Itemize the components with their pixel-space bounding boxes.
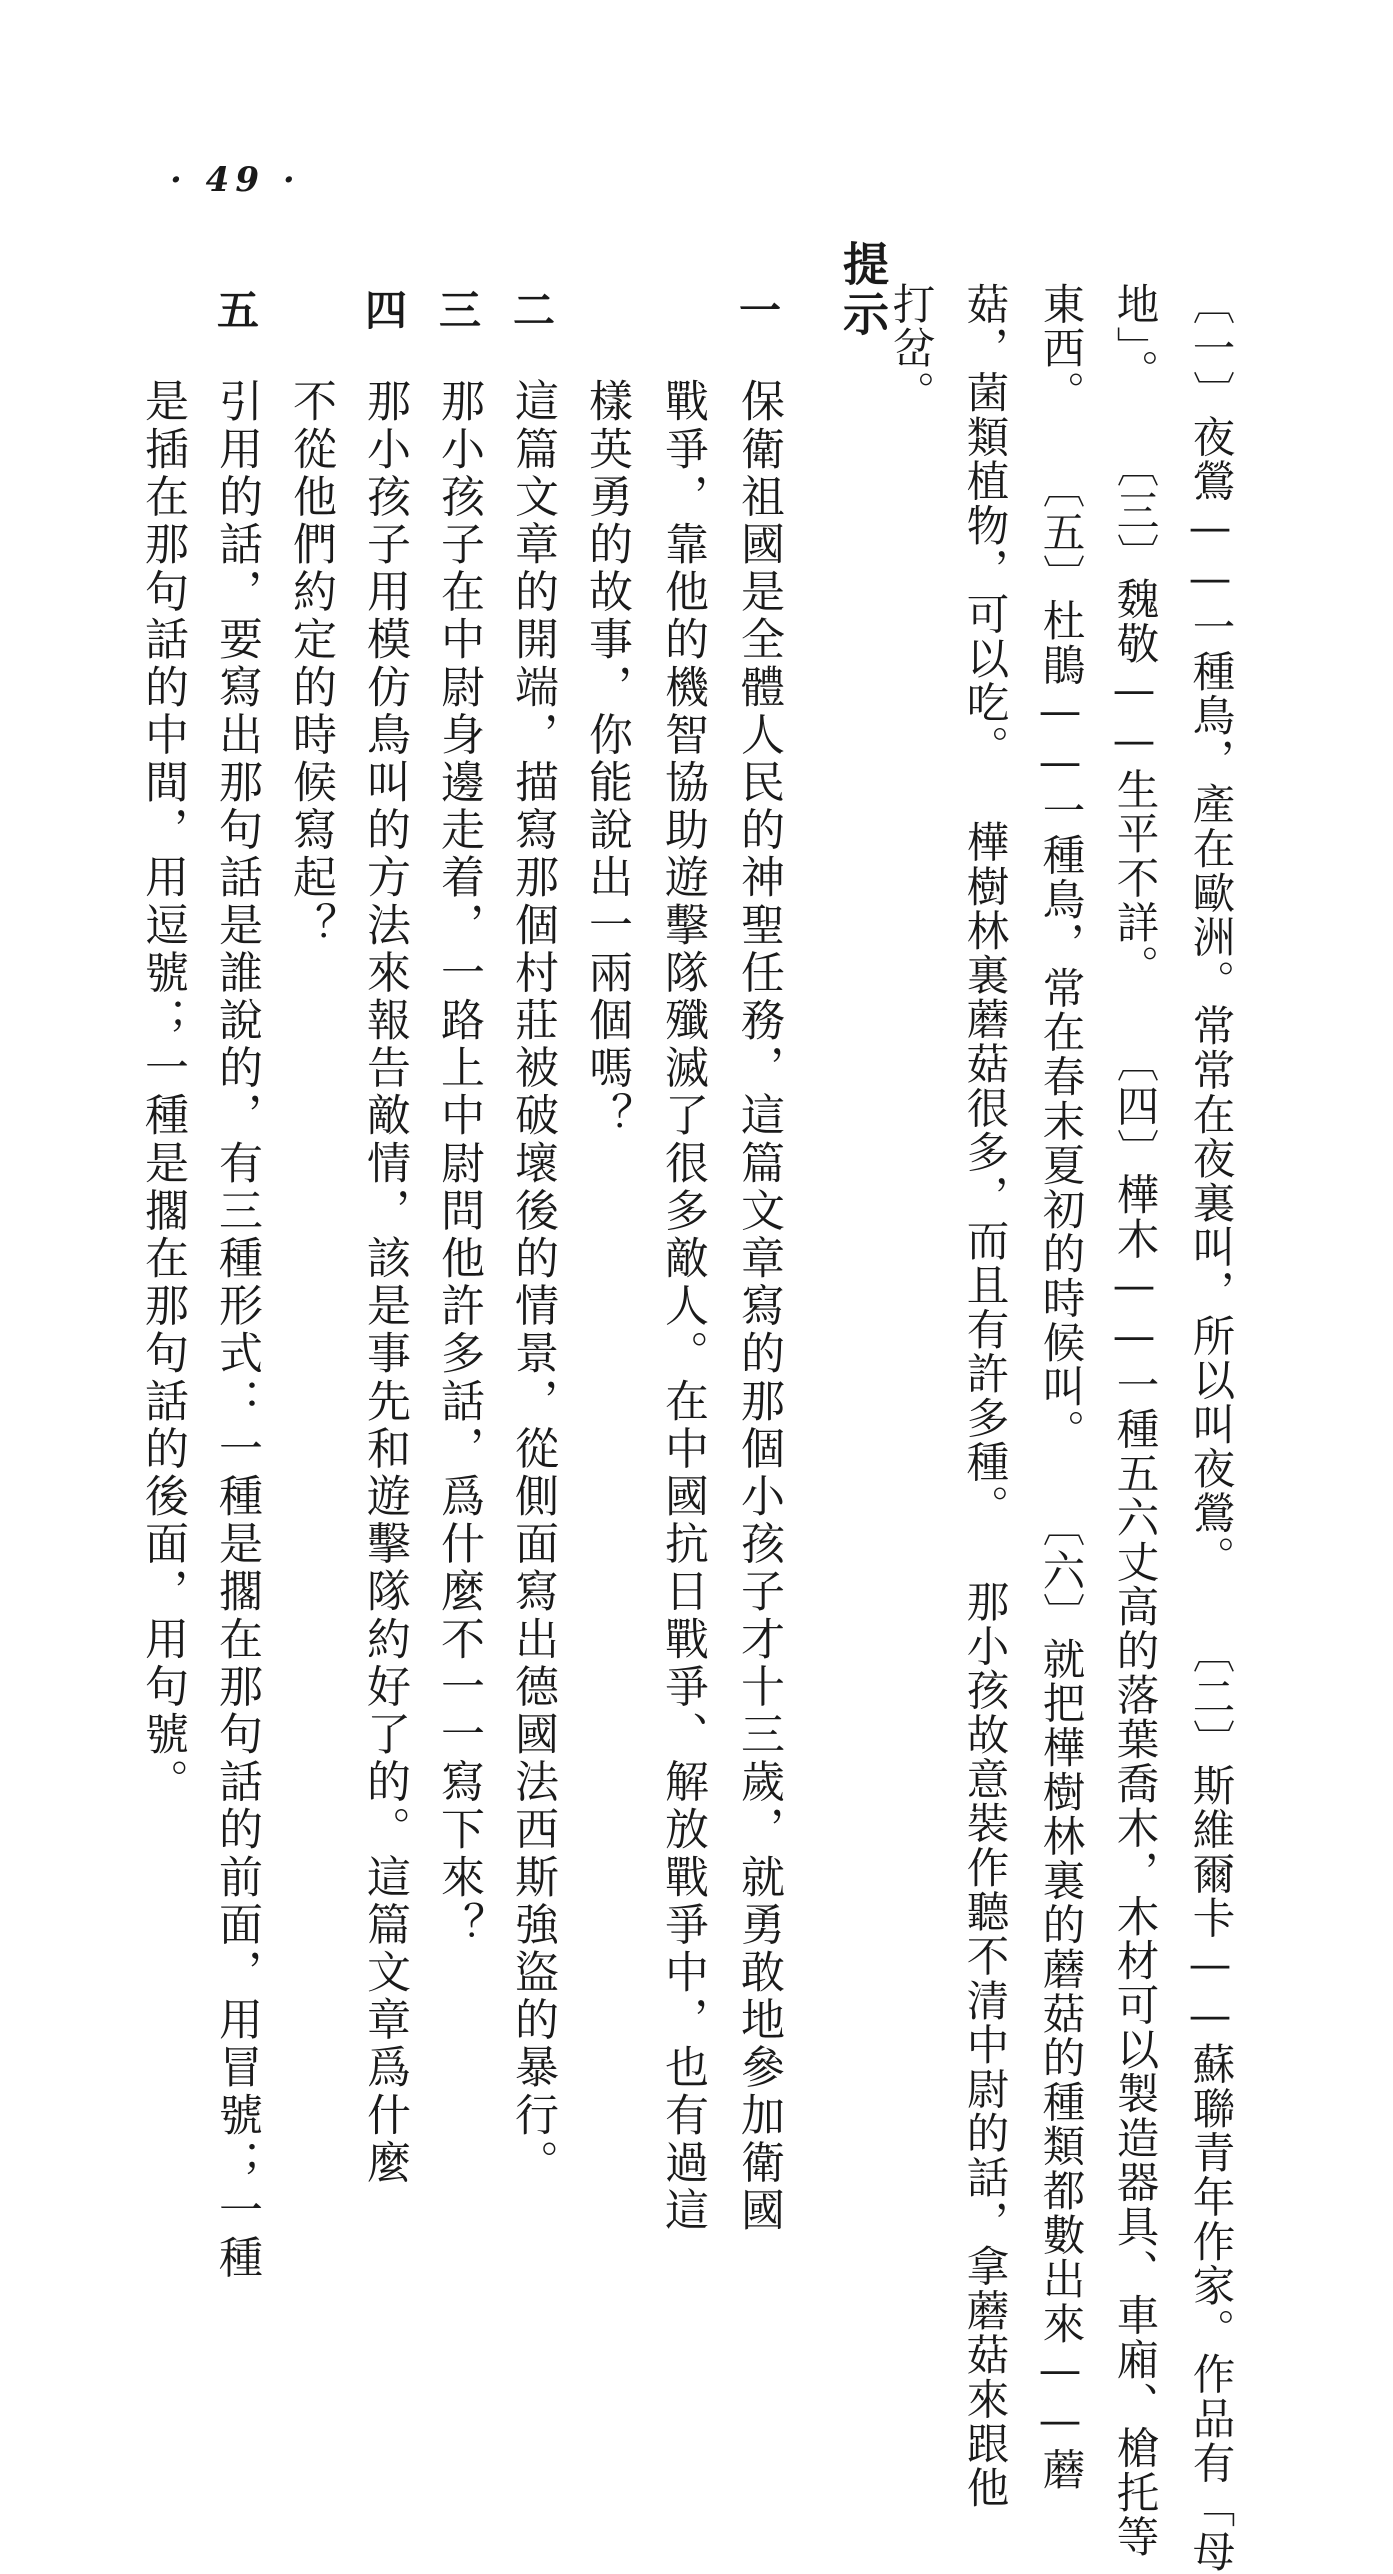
- hint-number: 一: [733, 288, 782, 330]
- hints-title: 提示: [836, 240, 890, 340]
- note-line: 東西。 〔五〕杜鵑——一種鳥，常在春末夏初的時候叫。 〔六〕就把樺樹林裏的蘑菇的種類都數出來——蘑: [1035, 282, 1085, 2492]
- hint-line: 這篇文章的開端，描寫那個村莊被破壞後的情景，從側面寫出德國法西斯強盜的暴行。: [507, 378, 558, 2187]
- hint-line: 那小孩子在中尉身邊走着，一路上中尉問他許多話，爲什麼不一一寫下來？: [433, 378, 484, 1949]
- note-line: 菇，菌類植物，可以吃。 樺樹林裏蘑菇很多，而且有許多種。 那小孩故意裝作聽不清中尉的話，拿蘑菇來跟他: [959, 282, 1009, 2510]
- note-line: 地」。 〔三〕魏敬——生平不詳。 〔四〕樺木——一種五六丈高的落葉喬木，木材可以製造器具、車廂、槍托等: [1109, 282, 1159, 2560]
- hint-number: 二: [507, 288, 556, 330]
- hint-line: 保衛祖國是全體人民的神聖任務，這篇文章寫的那個小孩子才十三歲，就勇敢地參加衛國: [733, 378, 784, 2235]
- hint-number: 三: [433, 288, 482, 330]
- hint-number: 五: [211, 288, 260, 330]
- note-line: 〔一〕夜鶯——一種鳥，產在歐洲。常常在夜裏叫，所以叫夜鶯。 〔二〕斯維爾卡——蘇聯青年作家。作品有「母: [1185, 282, 1235, 2574]
- note-line: 打岔。: [885, 282, 935, 415]
- hint-line: 樣英勇的故事，你能說出一兩個嗎？: [581, 378, 632, 1140]
- hint-line: 不從他們約定的時候寫起？: [285, 378, 336, 950]
- page-number: · 49 ·: [170, 160, 301, 200]
- hint-line: 戰爭，靠他的機智協助遊擊隊殲滅了很多敵人。在中國抗日戰爭、解放戰爭中，也有過這: [657, 378, 708, 2235]
- hint-line: 那小孩子用模仿鳥叫的方法來報告敵情，該是事先和遊擊隊約好了的。這篇文章爲什麼: [359, 378, 410, 2187]
- hint-line: 引用的話，要寫出那句話是誰說的，有三種形式：一種是擱在那句話的前面，用冒號；一種: [211, 378, 262, 2282]
- hint-number: 四: [359, 288, 408, 330]
- hint-line: 是插在那句話的中間，用逗號；一種是擱在那句話的後面，用句號。: [137, 378, 188, 1806]
